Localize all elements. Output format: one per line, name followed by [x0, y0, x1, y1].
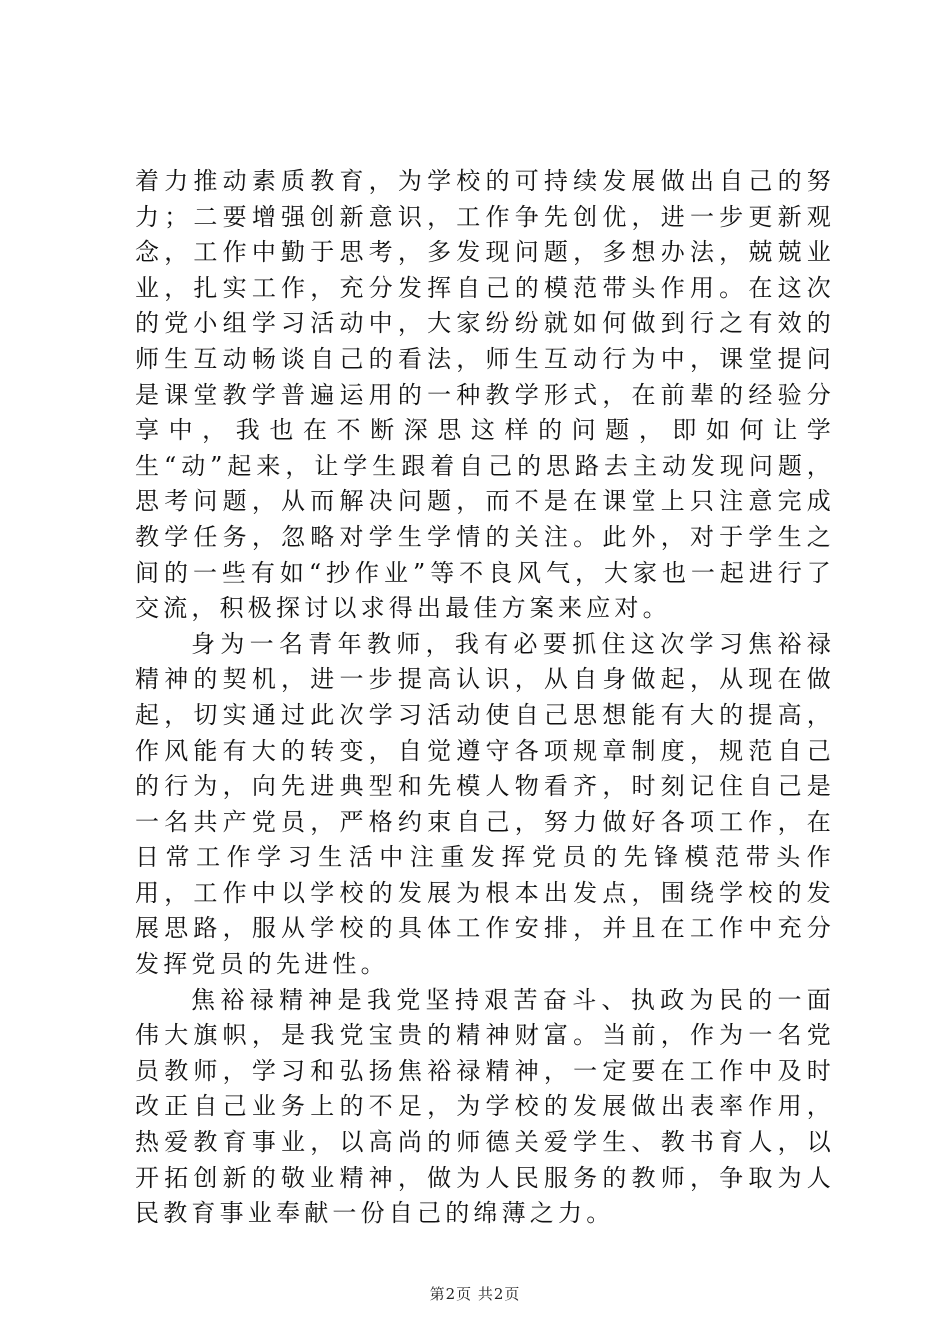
paragraph-3: 焦裕禄精神是我党坚持艰苦奋斗、执政为民的一面伟大旗帜，是我党宝贵的精神财富。当前，作为一名党员教师，学习和弘扬焦裕禄精神，一定要在工作中及时改正自己业务上的不足，为学校的发展做出表率作用，热爱教育事业，以高尚的师德关爱学生、教书育人，以开拓创新的敬业精神，做为人民服务的教师，争取为人民教育事业奉献一份自己的绵薄之力。: [135, 985, 835, 1228]
page-footer: 第2页 共2页: [429, 1285, 521, 1303]
paragraph-2: 身为一名青年教师，我有必要抓住这次学习焦裕禄精神的契机，进一步提高认识，从自身做起，从现在做起，切实通过此次学习活动使自己思想能有大的提高，作风能有大的转变，自觉遵守各项规章制度，规范自己的行为，向先进典型和先模人物看齐，时刻记住自己是一名共产党员，严格约束自己，努力做好各项工作，在日常工作学习生活中注重发挥党员的先锋模范带头作用，工作中以学校的发展为根本出发点，围绕学校的发展思路，服从学校的具体工作安排，并且在工作中充分发挥党员的先进性。: [135, 629, 835, 979]
document-body: [135, 164, 835, 1232]
paragraph-1: 着力推动素质教育，为学校的可持续发展做出自己的努力；二要增强创新意识，工作争先创优，进一步更新观念，工作中勤于思考，多发现问题，多想办法，兢兢业业，扎实工作，充分发挥自己的模范带头作用。在这次的党小组学习活动中，大家纷纷就如何做到行之有效的师生互动畅谈自己的看法，师生互动行为中，课堂提问是课堂教学普遍运用的一种教学形式，在前辈的经验分享中，我也在不断深思这样的问题，即如何让学生“动”起来，让学生跟着自己的思路去主动发现问题，思考问题，从而解决问题，而不是在课堂上只注意完成教学任务，忽略对学生学情的关注。此外，对于学生之间的一些有如“抄作业”等不良风气，大家也一起进行了交流，积极探讨以求得出最佳方案来应对。: [135, 167, 835, 623]
